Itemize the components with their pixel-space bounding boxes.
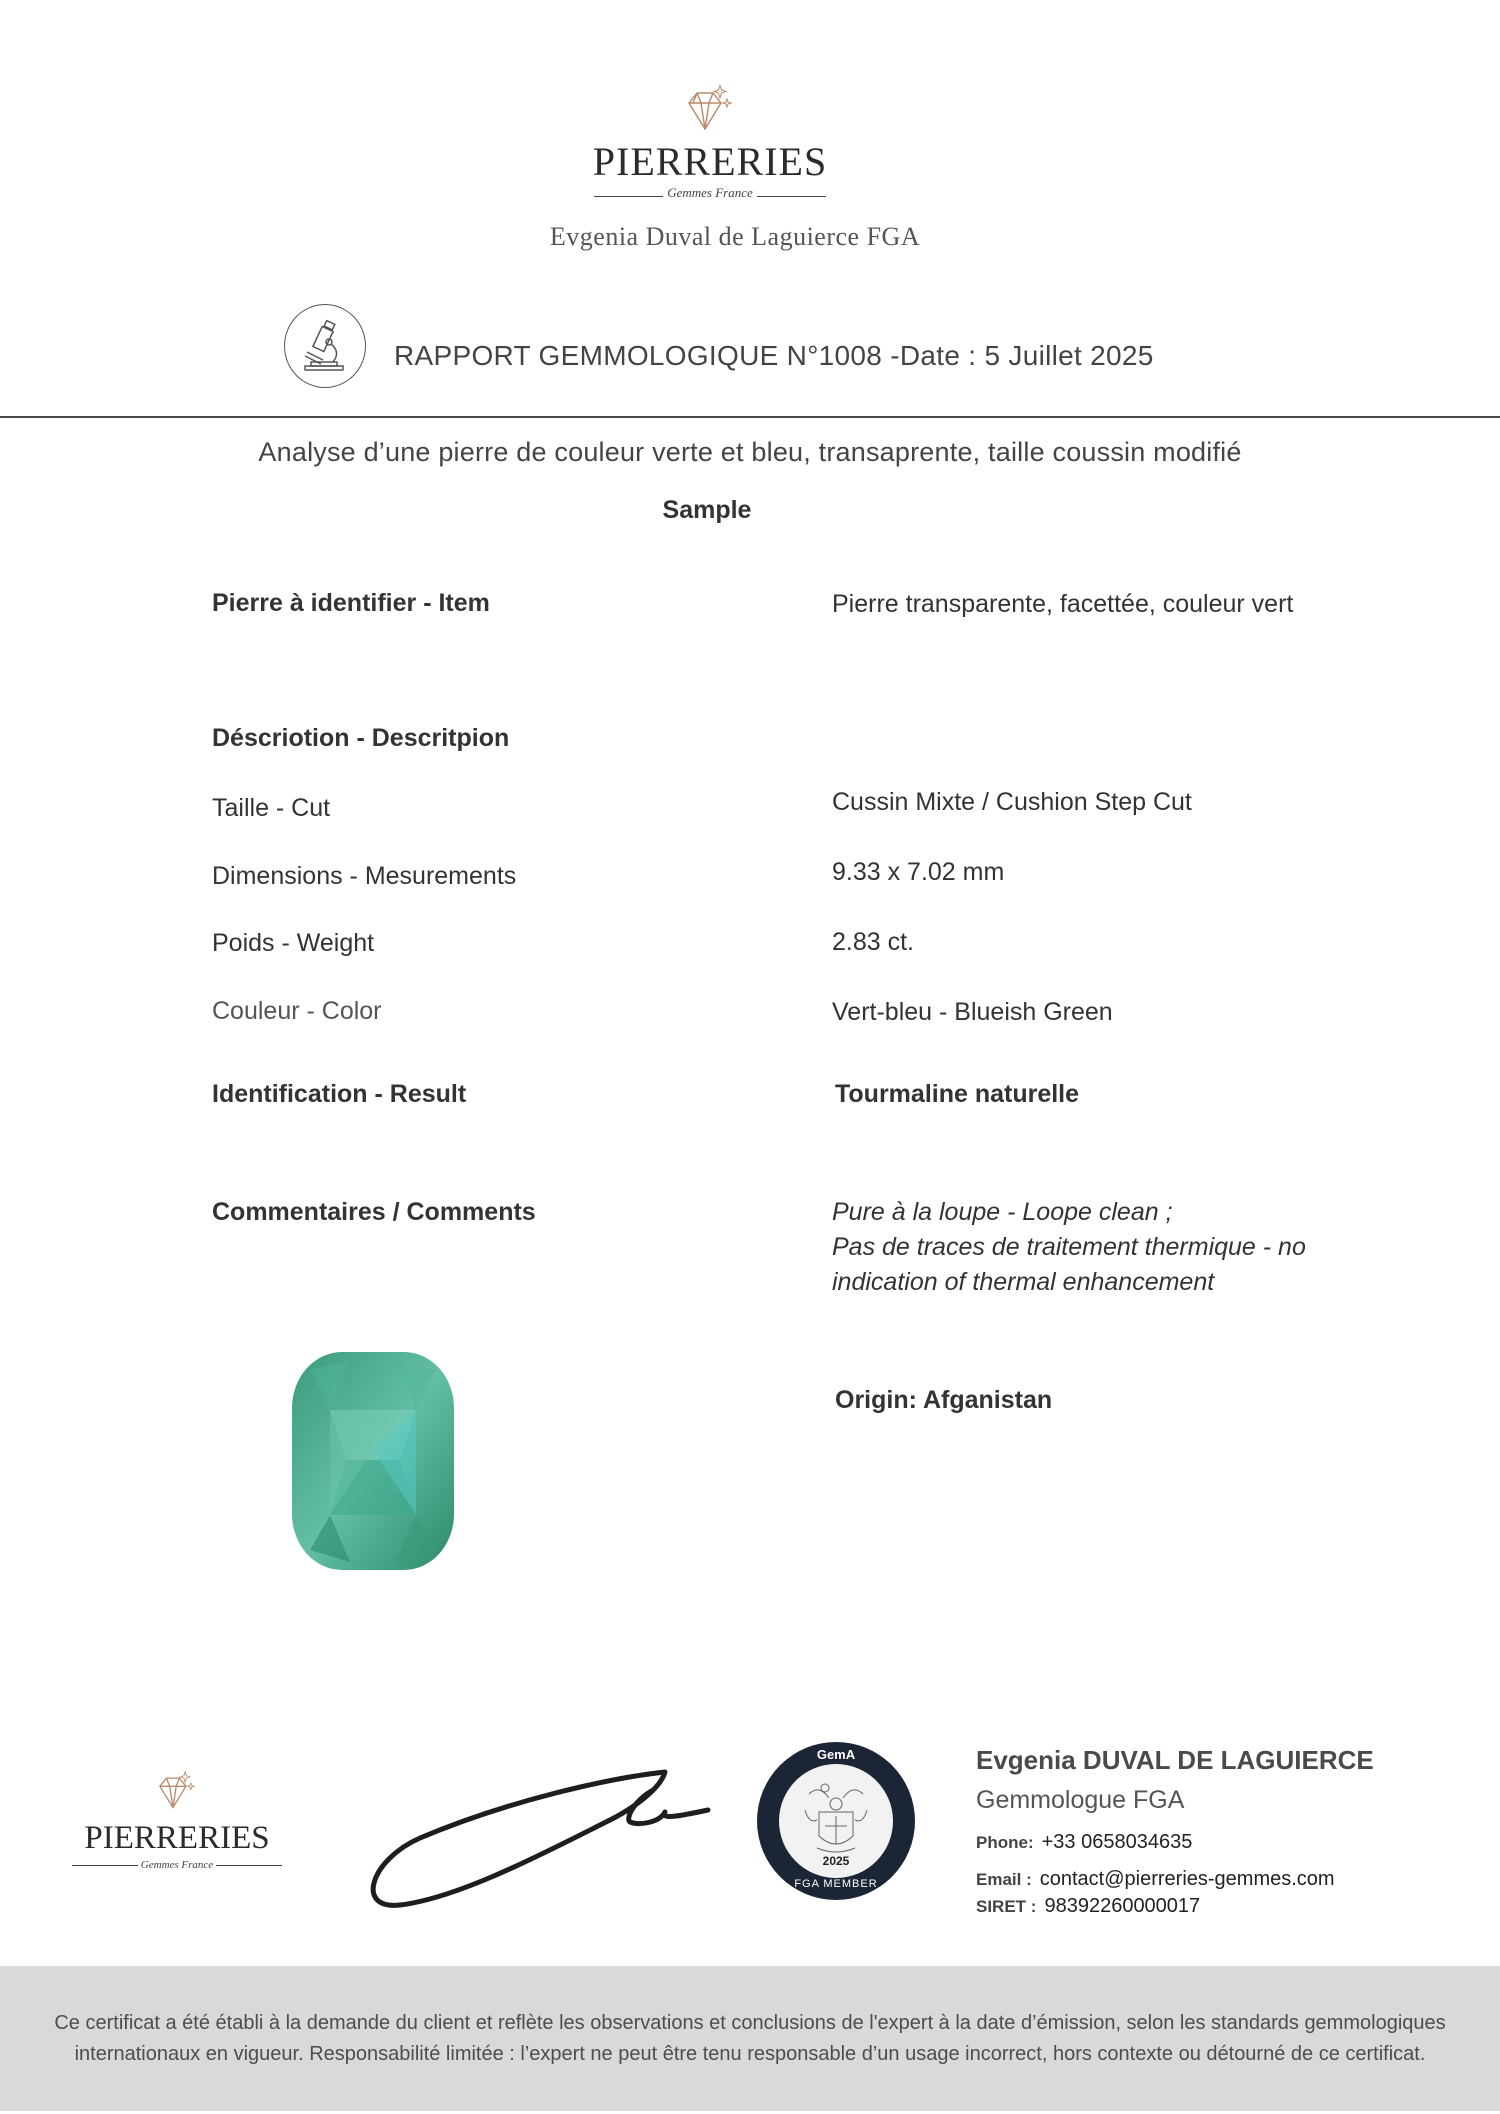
disclaimer-band: [0, 1966, 1500, 2111]
email-label: Email :: [976, 1870, 1032, 1889]
cut-label: Taille - Cut: [212, 794, 331, 822]
email-row: [976, 1868, 1374, 1891]
sample-heading: Sample: [662, 496, 752, 524]
color-value: Vert-bleu - Blueish Green: [832, 998, 1113, 1026]
expert-name-header: Evgenia Duval de Laguierce FGA: [549, 222, 921, 251]
gema-label: GemA: [816, 1747, 856, 1762]
disclaimer-text: Ce certificat a été établi à la demande du client et reflète les observations et conclusions de l'expert à la date d’émission, selon les standards gemmologiques internationaux en vigueur. Responsabilité limitée : l’expert ne peut être tenu responsable d’un usage incorrect, hors contexte ou détourné de ce certificat.: [54, 2011, 1446, 2065]
dimensions-label: Dimensions - Mesurements: [212, 862, 517, 890]
comment-line-1: Pure à la loupe - Loope clean ;: [832, 1198, 1173, 1226]
brand-tagline: Gemmes France: [663, 185, 757, 201]
description-label: Déscriotion - Descritpion: [212, 724, 510, 752]
analysis-summary: Analyse d’une pierre de couleur verte et bleu, transaprente, taille coussin modifié: [258, 437, 1242, 467]
comments-value: [832, 1195, 1362, 1300]
siret-value: 98392260000017: [1044, 1895, 1201, 1917]
badge-year: 2025: [822, 1854, 850, 1868]
diamond-sparkle-icon: [155, 1770, 199, 1814]
fga-member-badge: [757, 1742, 915, 1900]
phone-label: Phone:: [976, 1833, 1034, 1852]
signature: [360, 1760, 720, 1910]
email-value[interactable]: contact@pierreries-gemmes.com: [1039, 1868, 1335, 1890]
identification-label: Identification - Result: [212, 1080, 467, 1108]
header-divider: [0, 416, 1500, 418]
microscope-icon: [299, 318, 351, 374]
item-value: Pierre transparente, facettée, couleur vert: [832, 590, 1294, 618]
cut-value: Cussin Mixte / Cushion Step Cut: [832, 788, 1192, 816]
expert-name: Evgenia DUVAL DE LAGUIERCE: [976, 1745, 1374, 1775]
weight-label: Poids - Weight: [212, 929, 375, 957]
siret-label: SIRET :: [976, 1897, 1037, 1916]
siret-row: [976, 1895, 1374, 1918]
header-logo: [590, 85, 830, 206]
footer-brand-name: PIERRERIES: [84, 1820, 270, 1856]
origin-value: Origin: Afganistan: [835, 1386, 1053, 1414]
identification-value: Tourmaline naturelle: [835, 1080, 1080, 1108]
comments-label: Commentaires / Comments: [212, 1198, 536, 1226]
report-title: RAPPORT GEMMOLOGIQUE N°1008 -Date : 5 Juillet 2025: [394, 340, 1154, 371]
footer-brand-tagline: Gemmes France: [138, 1859, 216, 1871]
phone-row: [976, 1831, 1374, 1854]
expert-role: Gemmologue FGA: [976, 1786, 1185, 1814]
item-label: Pierre à identifier - Item: [212, 589, 490, 617]
phone-value[interactable]: +33 0658034635: [1041, 1831, 1193, 1853]
dimensions-value: 9.33 x 7.02 mm: [832, 858, 1005, 886]
brand-name: PIERRERIES: [592, 139, 828, 184]
color-label: Couleur - Color: [212, 997, 382, 1025]
gemstone-image: [290, 1350, 456, 1572]
contact-block: [976, 1745, 1374, 1918]
comment-line-2: Pas de traces de traitement thermique - no indication of thermal enhancement: [832, 1233, 1306, 1296]
diamond-sparkle-icon: [683, 85, 737, 135]
weight-value: 2.83 ct.: [832, 928, 914, 956]
microscope-badge: [284, 304, 366, 388]
footer-logo: [72, 1770, 282, 1875]
badge-member-label: FGA MEMBER: [794, 1878, 878, 1890]
